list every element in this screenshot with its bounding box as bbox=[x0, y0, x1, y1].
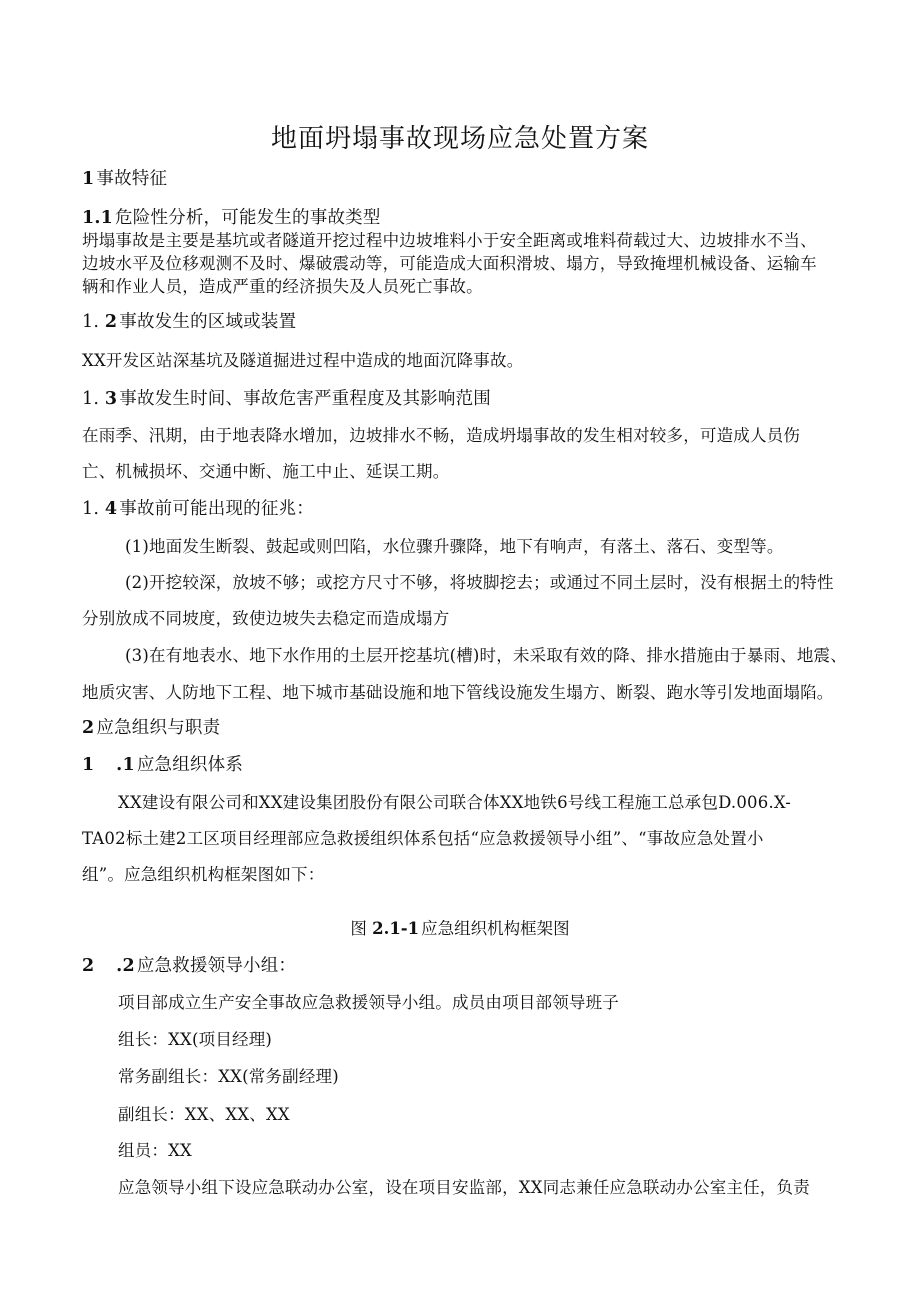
paragraph-line: 组”。应急组织机构框架图如下： bbox=[82, 865, 325, 884]
section-title: 事故发生的区域或装置 bbox=[119, 312, 297, 332]
section-number: 4 bbox=[104, 499, 118, 519]
paragraph-line: 亡、机械损坏、交通中断、施工中止、延误工期。 bbox=[82, 462, 450, 481]
figure-number: 2.1-1 bbox=[372, 919, 420, 938]
paragraph-line: 副组长：XX、XX、XX bbox=[118, 1105, 290, 1124]
section-title: 应急组织体系 bbox=[136, 755, 244, 775]
list-item: (1)地面发生断裂、鼓起或则凹陷，水位骤升骤降，地下有响声，有落土、落石、变型等。 bbox=[125, 537, 784, 556]
paragraph-line: XX建设有限公司和XX建设集团股份有限公司联合体XX地铁6号线工程施工总承包D.006.X- bbox=[118, 793, 792, 812]
figure-caption bbox=[0, 918, 920, 940]
paragraph-line: XX开发区站深基坑及隧道掘进过程中造成的地面沉降事故。 bbox=[82, 351, 524, 370]
list-item-continuation: 地质灾害、人防地下工程、地下城市基础设施和地下管线设施发生塌方、断裂、跑水等引发地面塌陷。 bbox=[82, 683, 834, 702]
section-1-1-heading bbox=[82, 207, 381, 229]
section-number: 2 bbox=[82, 718, 95, 738]
section-number: 1 bbox=[82, 169, 95, 189]
section-number: 3 bbox=[104, 389, 118, 409]
section-number-prefix: 1. bbox=[82, 499, 100, 519]
paragraph-line: 坍塌事故是主要是基坑或者隧道开挖过程中边坡堆料小于安全距离或堆料荷载过大、边坡排水不当、 bbox=[82, 231, 817, 250]
section-title: 事故特征 bbox=[96, 169, 168, 189]
paragraph-line: 项目部成立生产安全事故应急救援领导小组。成员由项目部领导班子 bbox=[118, 993, 619, 1012]
list-item-continuation: 分别放成不同坡度，致使边坡失去稳定而造成塌方 bbox=[82, 609, 450, 628]
section-number-prefix: 1 bbox=[82, 755, 95, 775]
section-1-2-heading bbox=[82, 311, 296, 333]
paragraph-line: 组长：XX(项目经理) bbox=[118, 1030, 273, 1049]
section-title: 事故发生时间、事故危害严重程度及其影响范围 bbox=[119, 389, 491, 409]
section-1-3-heading bbox=[82, 388, 491, 410]
section-title: 应急组织与职责 bbox=[96, 718, 221, 738]
paragraph-line: 辆和作业人员，造成严重的经济损失及人员死亡事故。 bbox=[82, 277, 483, 296]
list-item: (3)在有地表水、地下水作用的土层开挖基坑(槽)时，未采取有效的降、排水措施由于暴雨、地震、 bbox=[125, 646, 847, 665]
section-number-prefix: 1. bbox=[82, 312, 100, 332]
section-number-prefix: 2 bbox=[82, 956, 95, 976]
section-number: .2 bbox=[116, 956, 135, 976]
section-number: 2 bbox=[104, 312, 118, 332]
paragraph-line: 常务副组长：XX(常务副经理) bbox=[118, 1067, 339, 1086]
figure-label: 图 bbox=[350, 919, 367, 938]
section-title: 应急救援领导小组： bbox=[136, 956, 297, 976]
paragraph-line: TA02标土建2工区项目经理部应急救援组织体系包括“应急救援领导小组”、“事故应急处置小 bbox=[82, 829, 764, 848]
paragraph-line: 边坡水平及位移观测不及时、爆破震动等，可能造成大面积滑坡、塌方，导致掩埋机械设备、运输车 bbox=[82, 254, 817, 273]
section-1-4-heading bbox=[82, 498, 314, 520]
paragraph-line: 组员：XX bbox=[118, 1141, 192, 1160]
section-1-heading bbox=[82, 168, 167, 190]
paragraph-line: 应急领导小组下设应急联动办公室，设在项目安监部，XX同志兼任应急联动办公室主任，负责 bbox=[118, 1178, 810, 1197]
section-title: 事故前可能出现的征兆： bbox=[119, 499, 314, 519]
list-item: (2)开挖较深，放坡不够；或挖方尺寸不够，将坡脚挖去；或通过不同土层时，没有根据土的特性 bbox=[125, 573, 834, 592]
section-2-2-heading bbox=[82, 955, 296, 977]
section-number-prefix: 1. bbox=[82, 389, 100, 409]
figure-caption-text: 应急组织机构框架图 bbox=[421, 919, 570, 938]
paragraph-line: 在雨季、汛期，由于地表降水增加，边坡排水不畅，造成坍塌事故的发生相对较多，可造成人员伤 bbox=[82, 426, 801, 445]
section-number: .1 bbox=[116, 755, 135, 775]
section-title: 危险性分析，可能发生的事故类型 bbox=[115, 208, 381, 228]
section-2-1-heading bbox=[82, 754, 243, 776]
section-2-heading bbox=[82, 717, 220, 739]
document-title: 地面坍塌事故现场应急处置方案 bbox=[270, 124, 649, 154]
section-number: 1.1 bbox=[82, 208, 114, 228]
